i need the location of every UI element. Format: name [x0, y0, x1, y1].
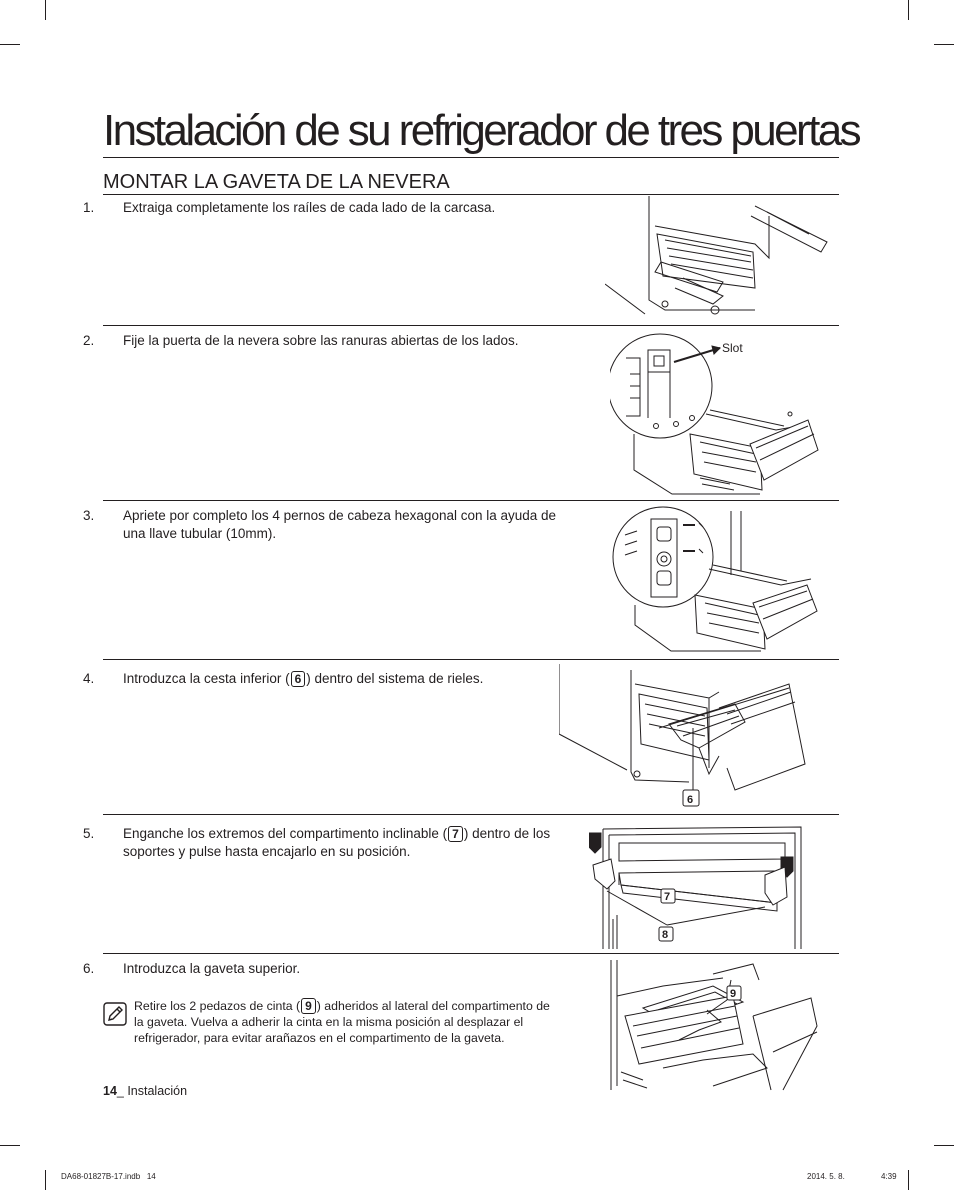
callout-badge: 7: [448, 826, 463, 842]
step-4-text: 4. Introduzca la cesta inferior ( 6 ) dentro del sistema de rieles.: [83, 671, 484, 686]
step-3-illustration: [611, 505, 839, 657]
crop-mark: [934, 44, 954, 45]
callout-badge: 6: [291, 671, 306, 687]
callout-6: 6: [687, 794, 694, 806]
callout-8: 8: [662, 929, 669, 941]
crop-mark: [934, 1145, 954, 1146]
step-4: [83, 659, 839, 814]
section-title: MONTAR LA GAVETA DE LA NEVERA: [103, 170, 839, 195]
crop-mark: [908, 1170, 909, 1190]
step-1-text: 1. Extraiga completamente los raíles de cada lado de la carcasa.: [83, 200, 496, 215]
step-6-illustration: [603, 956, 821, 1092]
crop-mark: [908, 0, 909, 20]
step-3-text: 3. Apriete por completo los 4 pernos de cabeza hexagonal con la ayuda de una llave tubular (10mm).: [83, 508, 557, 541]
note-pencil-icon: [103, 1002, 127, 1031]
step-5: [83, 814, 839, 953]
step-3: [83, 500, 839, 659]
crop-mark: [0, 44, 20, 45]
note-text: Retire los 2 pedazos de cinta ( 9 ) adheridos al lateral del compartimento de la gaveta. Vuelva a adherir la cinta en la misma posición al desplazar el refrigerador, para evitar arañazos en el compartimento de la gaveta.: [134, 999, 550, 1045]
step-5-text: 5. Enganche los extremos del compartimento inclinable ( 7 ) dentro de los soportes y pulse hasta encajarlo en su posición.: [83, 826, 551, 859]
slot-callout: Slot: [722, 341, 743, 355]
crop-mark: [0, 1145, 20, 1146]
step-2-text: 2. Fije la puerta de la nevera sobre las ranuras abiertas de los lados.: [83, 333, 519, 348]
step-6-text: 6. Introduzca la gaveta superior.: [83, 961, 301, 976]
crop-mark: [45, 1170, 46, 1190]
step-4-illustration: [559, 664, 809, 812]
callout-badge: 9: [301, 998, 316, 1014]
step-2: [83, 325, 839, 500]
imprint-time: 4:39: [881, 1172, 897, 1181]
callout-9: 9: [730, 988, 737, 1000]
step-5-illustration: [589, 819, 807, 951]
imprint-file: DA68-01827B-17.indb 14: [61, 1172, 156, 1181]
callout-7: 7: [664, 891, 671, 903]
imprint-date: 2014. 5. 8.: [807, 1172, 845, 1181]
step-1: [83, 196, 839, 324]
page-title: Instalación de su refrigerador de tres puertas: [103, 108, 839, 158]
footer-page-label: 14_ Instalación: [103, 1084, 188, 1098]
crop-mark: [45, 0, 46, 20]
step-2-illustration: [610, 330, 839, 498]
step-1-illustration: [605, 196, 839, 322]
